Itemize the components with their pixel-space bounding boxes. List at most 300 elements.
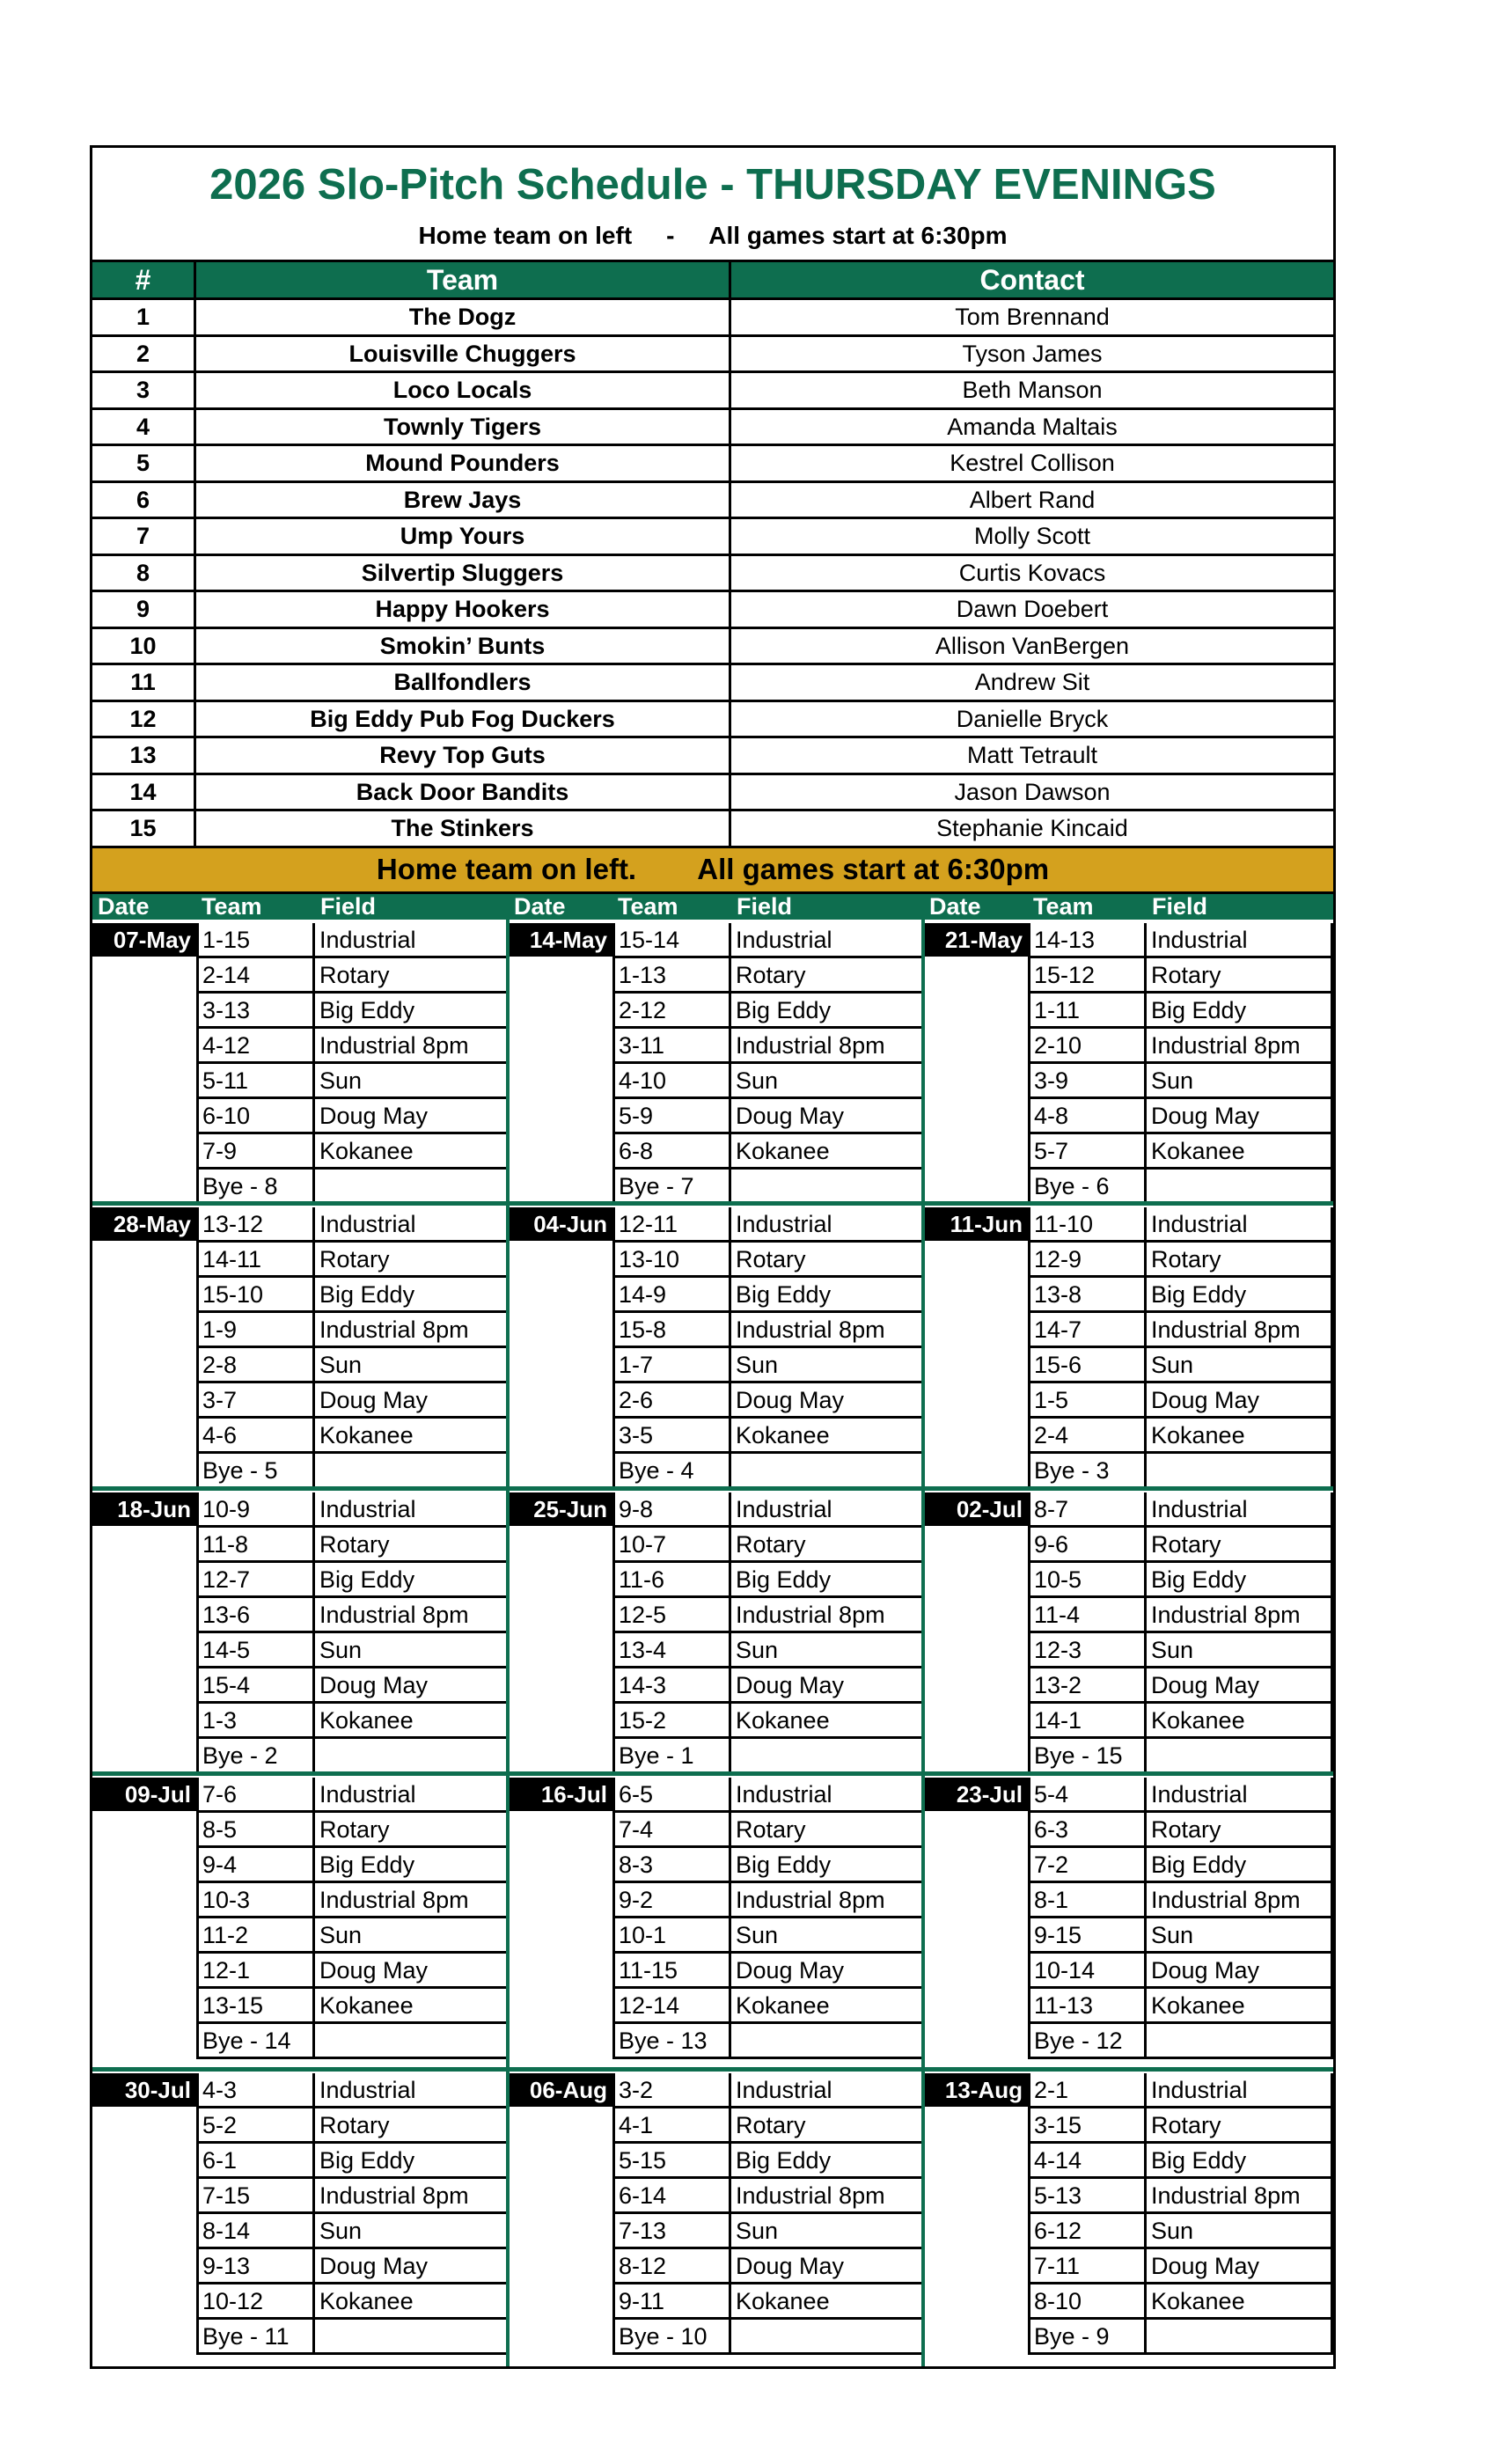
game-field: Kokanee <box>1147 1419 1333 1451</box>
game-row <box>1028 2144 1333 2179</box>
table-row <box>92 629 1333 666</box>
game-matchup: 5-15 <box>612 2144 731 2176</box>
game-field: Doug May <box>731 1954 925 1986</box>
game-row <box>1028 1883 1333 1918</box>
team-name: Mound Pounders <box>196 446 731 480</box>
game-matchup: 1-9 <box>196 1313 315 1346</box>
game-matchup: 7-11 <box>1028 2249 1147 2282</box>
team-name: Loco Locals <box>196 373 731 407</box>
game-row <box>196 1243 509 1278</box>
game-matchup: 10-12 <box>196 2284 315 2317</box>
game-row <box>196 1598 509 1633</box>
game-matchup: 13-8 <box>1028 1278 1147 1310</box>
game-matchup: 13-4 <box>612 1633 731 1666</box>
team-contact: Tyson James <box>962 340 1103 367</box>
game-row <box>1028 994 1333 1029</box>
game-row <box>1028 2320 1333 2355</box>
table-row <box>92 373 1333 410</box>
game-row <box>612 1883 925 1918</box>
game-row <box>612 1813 925 1848</box>
game-field: Industrial <box>315 1492 509 1525</box>
game-matchup: 15-12 <box>1028 958 1147 991</box>
game-matchup: 12-5 <box>612 1598 731 1631</box>
game-matchup: 11-13 <box>1028 1989 1147 2021</box>
game-row <box>196 1278 509 1313</box>
game-field: Rotary <box>315 1813 509 1845</box>
col-header-field: Field <box>320 892 377 920</box>
game-matchup: 4-10 <box>612 1064 731 1096</box>
game-matchup: 2-1 <box>1028 2073 1147 2106</box>
team-contact: Molly Scott <box>973 523 1091 549</box>
game-row <box>1028 1278 1333 1313</box>
game-row <box>1028 1348 1333 1383</box>
game-row <box>612 1170 925 1205</box>
game-field: Kokanee <box>315 1134 509 1167</box>
game-field: Doug May <box>731 2249 925 2282</box>
game-field: Doug May <box>315 1099 509 1132</box>
game-field: Kokanee <box>315 2284 509 2317</box>
game-row <box>196 1704 509 1739</box>
team-name: Ump Yours <box>196 519 731 554</box>
game-matchup: 6-10 <box>196 1099 315 1132</box>
game-field: Big Eddy <box>315 2144 509 2176</box>
game-matchup: 10-1 <box>612 1918 731 1951</box>
game-matchup: 1-11 <box>1028 994 1147 1026</box>
game-row <box>196 2214 509 2249</box>
game-row <box>196 1739 509 1774</box>
game-row <box>1028 1704 1333 1739</box>
game-row <box>1028 1419 1333 1454</box>
game-field: Rotary <box>315 2108 509 2141</box>
game-field: Kokanee <box>1147 1134 1333 1167</box>
game-row <box>1028 1848 1333 1883</box>
team-contact: Jason Dawson <box>954 778 1111 805</box>
game-matchup: Bye - 1 <box>612 1739 731 1771</box>
game-field <box>731 2024 925 2057</box>
team-number: 5 <box>92 446 196 480</box>
game-matchup: 1-3 <box>196 1704 315 1736</box>
week-date: 07-May <box>92 923 196 957</box>
week-row-divider <box>92 1486 1333 1491</box>
game-matchup: 6-8 <box>612 1134 731 1167</box>
game-row <box>612 2249 925 2284</box>
game-field: Doug May <box>315 1668 509 1701</box>
game-row <box>196 923 509 958</box>
game-row <box>1028 1633 1333 1668</box>
game-field: Sun <box>315 1918 509 1951</box>
team-contact: Beth Manson <box>962 377 1103 403</box>
week-date: 02-Jul <box>924 1492 1028 1526</box>
game-matchup: 11-8 <box>196 1528 315 1560</box>
game-field: Industrial 8pm <box>731 1883 925 1916</box>
col-header-team: Team <box>1033 892 1094 920</box>
game-matchup: 5-9 <box>612 1099 731 1132</box>
game-field: Big Eddy <box>731 1848 925 1881</box>
game-row <box>1028 1313 1333 1348</box>
game-field: Big Eddy <box>315 1563 509 1595</box>
week-date: 18-Jun <box>92 1492 196 1526</box>
team-contact: Allison VanBergen <box>935 632 1130 659</box>
game-field <box>315 1170 509 1202</box>
game-row <box>196 1029 509 1064</box>
game-row <box>1028 1739 1333 1774</box>
team-number: 6 <box>92 483 196 517</box>
game-matchup: 10-7 <box>612 1528 731 1560</box>
team-contact: Danielle Bryck <box>956 705 1109 732</box>
game-matchup: 6-1 <box>196 2144 315 2176</box>
team-contact: Dawn Doebert <box>956 596 1109 622</box>
game-field: Industrial <box>731 1207 925 1240</box>
team-contact: Amanda Maltais <box>947 413 1118 440</box>
game-field: Rotary <box>731 2108 925 2141</box>
game-matchup: 6-5 <box>612 1778 731 1810</box>
team-number: 13 <box>92 738 196 773</box>
game-field <box>315 1739 509 1771</box>
game-field: Kokanee <box>731 1704 925 1736</box>
game-field: Industrial 8pm <box>315 1029 509 1061</box>
game-matchup: 5-7 <box>1028 1134 1147 1167</box>
game-row <box>612 1419 925 1454</box>
game-matchup: 11-10 <box>1028 1207 1147 1240</box>
game-field: Rotary <box>1147 2108 1333 2141</box>
game-field: Rotary <box>1147 1528 1333 1560</box>
game-matchup: 5-2 <box>196 2108 315 2141</box>
game-row <box>612 1243 925 1278</box>
game-row <box>1028 2108 1333 2144</box>
column-divider <box>506 894 510 2366</box>
game-field: Rotary <box>315 958 509 991</box>
team-number: 7 <box>92 519 196 554</box>
game-row <box>1028 1813 1333 1848</box>
teams-table-body <box>92 300 1333 848</box>
game-row <box>612 2320 925 2355</box>
game-matchup: 7-4 <box>612 1813 731 1845</box>
col-header-date: Date <box>98 892 150 920</box>
week-date: 06-Aug <box>509 2073 612 2107</box>
team-contact: Stephanie Kincaid <box>936 815 1128 841</box>
game-matchup: Bye - 15 <box>1028 1739 1147 1771</box>
game-matchup: 15-4 <box>196 1668 315 1701</box>
game-row <box>612 1313 925 1348</box>
teams-table-header <box>92 262 1333 300</box>
table-row <box>92 592 1333 629</box>
game-row <box>196 1419 509 1454</box>
game-field: Big Eddy <box>731 1278 925 1310</box>
game-matchup: Bye - 14 <box>196 2024 315 2057</box>
game-row <box>612 1492 925 1528</box>
game-field <box>1147 1454 1333 1486</box>
game-field: Sun <box>315 1633 509 1666</box>
table-row <box>92 300 1333 337</box>
game-field: Big Eddy <box>1147 994 1333 1026</box>
game-matchup: 15-10 <box>196 1278 315 1310</box>
game-row <box>612 1918 925 1954</box>
game-row <box>196 958 509 994</box>
game-row <box>612 2144 925 2179</box>
game-matchup: 13-6 <box>196 1598 315 1631</box>
game-field <box>1147 1170 1333 1202</box>
game-row <box>1028 1563 1333 1598</box>
game-row <box>612 994 925 1029</box>
game-matchup: 3-2 <box>612 2073 731 2106</box>
game-matchup: Bye - 9 <box>1028 2320 1147 2352</box>
game-field <box>731 1454 925 1486</box>
game-matchup: 13-10 <box>612 1243 731 1275</box>
game-matchup: 7-15 <box>196 2179 315 2211</box>
game-matchup: Bye - 7 <box>612 1170 731 1202</box>
game-matchup: 10-14 <box>1028 1954 1147 1986</box>
week-date: 30-Jul <box>92 2073 196 2107</box>
team-contact: Albert Rand <box>969 486 1096 513</box>
game-field: Kokanee <box>1147 1704 1333 1736</box>
game-row <box>196 1633 509 1668</box>
game-field <box>731 1170 925 1202</box>
col-header-contact: Contact <box>979 264 1085 296</box>
game-matchup: 9-15 <box>1028 1918 1147 1951</box>
game-matchup: 13-12 <box>196 1207 315 1240</box>
game-row <box>196 1492 509 1528</box>
game-field: Rotary <box>315 1243 509 1275</box>
game-field <box>315 2024 509 2057</box>
game-field: Industrial <box>315 1207 509 1240</box>
game-field: Kokanee <box>731 1134 925 1167</box>
game-matchup: 9-6 <box>1028 1528 1147 1560</box>
game-matchup: 5-11 <box>196 1064 315 1096</box>
team-name: Revy Top Guts <box>196 738 731 773</box>
week-row-divider <box>92 1771 1333 1776</box>
game-matchup: 6-12 <box>1028 2214 1147 2247</box>
team-name: Happy Hookers <box>196 592 731 627</box>
game-field: Kokanee <box>315 1989 509 2021</box>
team-name: The Dogz <box>196 300 731 334</box>
game-matchup: 2-12 <box>612 994 731 1026</box>
banner-start-note: All games start at 6:30pm <box>697 852 1050 885</box>
col-header-field: Field <box>1152 892 1208 920</box>
game-row <box>612 2073 925 2108</box>
game-field <box>1147 1739 1333 1771</box>
game-matchup: 7-2 <box>1028 1848 1147 1881</box>
team-name: Silvertip Sluggers <box>196 556 731 590</box>
game-field: Industrial <box>315 1778 509 1810</box>
game-row <box>196 1348 509 1383</box>
table-row <box>92 775 1333 812</box>
team-number: 12 <box>92 702 196 737</box>
game-matchup: 4-14 <box>1028 2144 1147 2176</box>
game-row <box>196 2073 509 2108</box>
team-contact: Curtis Kovacs <box>958 559 1106 586</box>
team-contact: Kestrel Collison <box>950 450 1115 476</box>
game-matchup: 12-7 <box>196 1563 315 1595</box>
game-matchup: 10-5 <box>1028 1563 1147 1595</box>
game-matchup: 14-13 <box>1028 923 1147 956</box>
table-row <box>92 483 1333 520</box>
game-matchup: Bye - 12 <box>1028 2024 1147 2057</box>
game-row <box>612 2108 925 2144</box>
banner-home-note: Home team on left. <box>376 852 637 885</box>
game-matchup: 4-12 <box>196 1029 315 1061</box>
game-row <box>196 1454 509 1489</box>
table-row <box>92 702 1333 739</box>
game-field: Kokanee <box>315 1419 509 1451</box>
game-field <box>1147 2320 1333 2352</box>
game-row <box>1028 958 1333 994</box>
team-name: The Stinkers <box>196 811 731 846</box>
game-row <box>196 1848 509 1883</box>
game-field: Industrial 8pm <box>315 1883 509 1916</box>
game-row <box>1028 1099 1333 1134</box>
table-row <box>92 519 1333 556</box>
game-field: Industrial 8pm <box>315 1313 509 1346</box>
game-matchup: 9-2 <box>612 1883 731 1916</box>
week-date: 28-May <box>92 1207 196 1241</box>
week-date: 23-Jul <box>924 1778 1028 1811</box>
game-field: Big Eddy <box>1147 1848 1333 1881</box>
game-field: Rotary <box>315 1528 509 1560</box>
game-matchup: 15-2 <box>612 1704 731 1736</box>
game-row <box>196 1989 509 2024</box>
team-number: 8 <box>92 556 196 590</box>
game-field: Sun <box>731 1918 925 1951</box>
col-header-date: Date <box>929 892 981 920</box>
game-row <box>196 1383 509 1419</box>
game-field: Kokanee <box>1147 2284 1333 2317</box>
game-matchup: Bye - 4 <box>612 1454 731 1486</box>
game-matchup: 10-9 <box>196 1492 315 1525</box>
game-field: Doug May <box>731 1383 925 1416</box>
game-field: Doug May <box>1147 1099 1333 1132</box>
game-field: Big Eddy <box>731 1563 925 1595</box>
game-matchup: 4-3 <box>196 2073 315 2106</box>
game-field: Rotary <box>1147 1813 1333 1845</box>
game-row <box>612 1778 925 1813</box>
game-matchup: 6-14 <box>612 2179 731 2211</box>
game-field: Sun <box>731 1064 925 1096</box>
game-matchup: 14-5 <box>196 1633 315 1666</box>
game-matchup: 5-4 <box>1028 1778 1147 1810</box>
subtitle-start-note: All games start at 6:30pm <box>708 222 1008 249</box>
schedule-sheet <box>90 145 1336 2369</box>
game-field: Big Eddy <box>315 994 509 1026</box>
game-field: Industrial 8pm <box>1147 1883 1333 1916</box>
game-field: Big Eddy <box>1147 1563 1333 1595</box>
team-name: Big Eddy Pub Fog Duckers <box>196 702 731 737</box>
table-row <box>92 446 1333 483</box>
game-field: Industrial <box>731 2073 925 2106</box>
game-row <box>196 1954 509 1989</box>
game-field: Rotary <box>1147 1243 1333 1275</box>
subtitle <box>92 220 1333 252</box>
schedule-column-header <box>92 894 509 920</box>
game-row <box>1028 1492 1333 1528</box>
week-date: 16-Jul <box>509 1778 612 1811</box>
team-number: 15 <box>92 811 196 846</box>
game-field: Sun <box>315 1348 509 1381</box>
game-row <box>196 2320 509 2355</box>
game-row <box>196 1099 509 1134</box>
game-row <box>612 1598 925 1633</box>
week-row-divider <box>92 2067 1333 2072</box>
game-matchup: Bye - 11 <box>196 2320 315 2352</box>
game-matchup: 1-5 <box>1028 1383 1147 1416</box>
game-matchup: 2-14 <box>196 958 315 991</box>
game-field: Sun <box>731 2214 925 2247</box>
schedule-column-header <box>509 894 925 920</box>
game-field: Big Eddy <box>315 1278 509 1310</box>
team-contact: Matt Tetrault <box>966 742 1098 768</box>
game-matchup: 4-1 <box>612 2108 731 2141</box>
game-row <box>1028 1528 1333 1563</box>
game-field: Industrial 8pm <box>731 1029 925 1061</box>
game-field: Big Eddy <box>731 994 925 1026</box>
game-row <box>196 2108 509 2144</box>
game-matchup: 12-9 <box>1028 1243 1147 1275</box>
game-matchup: 3-15 <box>1028 2108 1147 2141</box>
game-matchup: 4-8 <box>1028 1099 1147 1132</box>
col-header-num: # <box>92 262 196 297</box>
team-number: 2 <box>92 337 196 371</box>
game-row <box>196 1313 509 1348</box>
game-field: Industrial 8pm <box>731 2179 925 2211</box>
team-number: 1 <box>92 300 196 334</box>
game-matchup: 9-11 <box>612 2284 731 2317</box>
game-matchup: 7-6 <box>196 1778 315 1810</box>
game-field: Industrial <box>1147 1492 1333 1525</box>
table-row <box>92 811 1333 848</box>
game-row <box>196 1563 509 1598</box>
game-row <box>1028 2214 1333 2249</box>
game-field: Industrial <box>731 1778 925 1810</box>
game-row <box>196 1064 509 1099</box>
game-field: Industrial 8pm <box>1147 2179 1333 2211</box>
game-field: Doug May <box>731 1668 925 1701</box>
game-row <box>1028 1170 1333 1205</box>
game-matchup: 15-8 <box>612 1313 731 1346</box>
game-field: Rotary <box>731 1813 925 1845</box>
team-name: Smokin’ Bunts <box>196 629 731 664</box>
game-row <box>196 994 509 1029</box>
game-field: Industrial 8pm <box>315 1598 509 1631</box>
game-matchup: 9-4 <box>196 1848 315 1881</box>
game-matchup: 14-9 <box>612 1278 731 1310</box>
game-matchup: 1-15 <box>196 923 315 956</box>
game-field: Doug May <box>315 1954 509 1986</box>
team-name: Brew Jays <box>196 483 731 517</box>
game-matchup: 15-14 <box>612 923 731 956</box>
game-field: Doug May <box>1147 1954 1333 1986</box>
game-field: Sun <box>1147 1918 1333 1951</box>
game-field: Industrial 8pm <box>731 1598 925 1631</box>
game-matchup: 7-9 <box>196 1134 315 1167</box>
game-row <box>196 1207 509 1243</box>
game-matchup: 12-3 <box>1028 1633 1147 1666</box>
game-matchup: 13-15 <box>196 1989 315 2021</box>
game-field: Doug May <box>315 1383 509 1416</box>
game-field: Industrial <box>1147 2073 1333 2106</box>
team-name: Louisville Chuggers <box>196 337 731 371</box>
game-matchup: Bye - 8 <box>196 1170 315 1202</box>
game-field: Industrial 8pm <box>1147 1029 1333 1061</box>
game-field: Big Eddy <box>315 1848 509 1881</box>
game-row <box>612 1383 925 1419</box>
game-row <box>612 923 925 958</box>
week-date: 11-Jun <box>924 1207 1028 1241</box>
game-row <box>612 2214 925 2249</box>
game-field: Doug May <box>1147 2249 1333 2282</box>
game-matchup: Bye - 10 <box>612 2320 731 2352</box>
game-row <box>612 1989 925 2024</box>
game-row <box>1028 1954 1333 1989</box>
week-date: 09-Jul <box>92 1778 196 1811</box>
